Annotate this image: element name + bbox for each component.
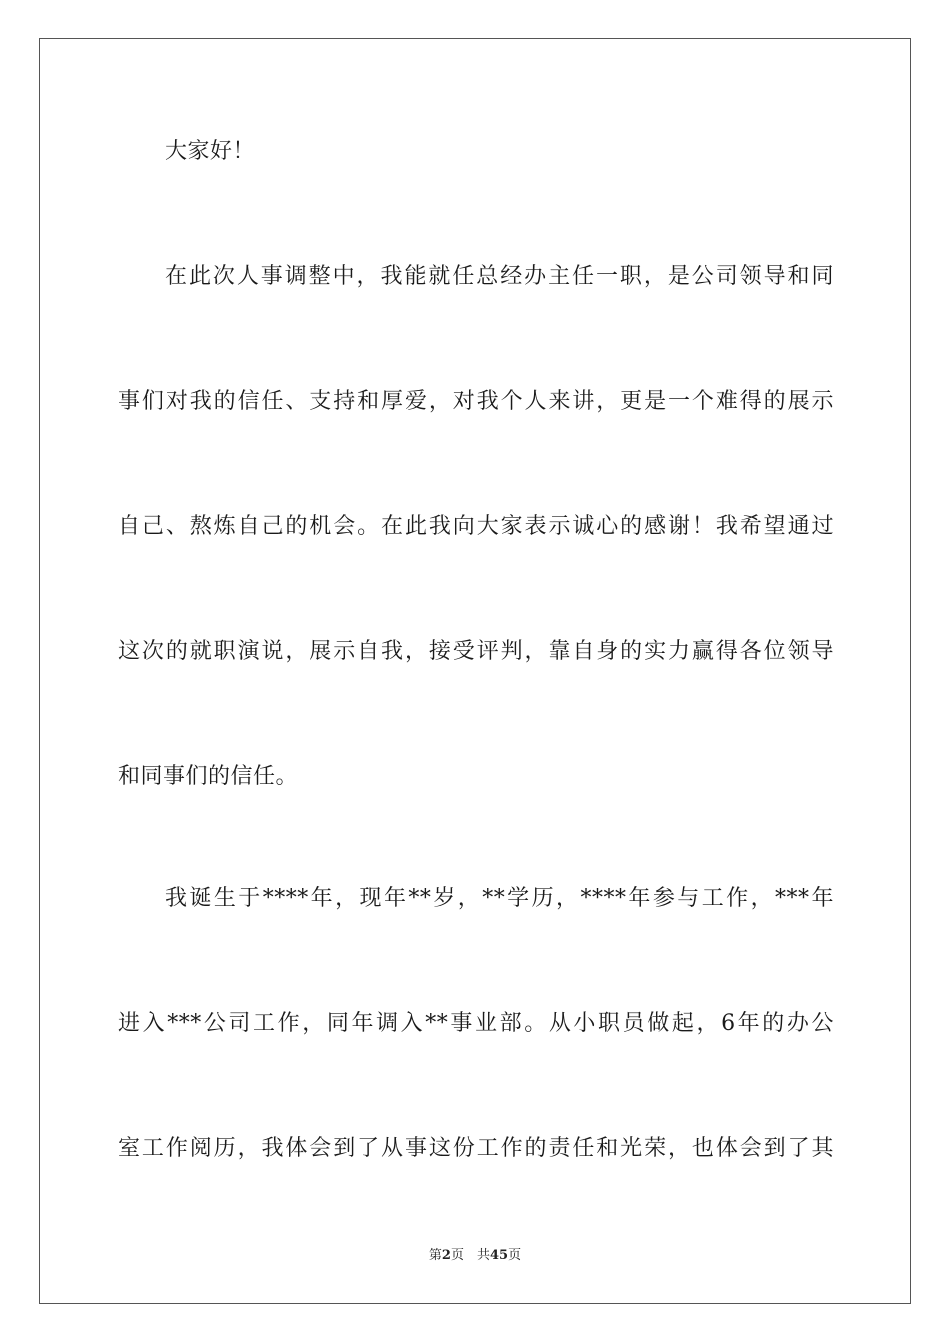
paragraph-line: 进入***公司工作，同年调入**事业部。从小职员做起，6年的办公 <box>118 1011 834 1036</box>
paragraph-line: 我诞生于****年，现年**岁，**学历，****年参与工作，***年 <box>165 886 834 911</box>
total-pages-number: 45 <box>489 1248 509 1263</box>
paragraph-line: 事们对我的信任、支持和厚爱，对我个人来讲，更是一个难得的展示 <box>118 389 834 414</box>
paragraph-line: 室工作阅历，我体会到了从事这份工作的责任和光荣，也体会到了其 <box>118 1136 834 1161</box>
paragraph-line: 和同事们的信任。 <box>118 764 299 789</box>
footer-suffix: 页 <box>508 1248 522 1263</box>
page-border <box>39 38 911 1304</box>
footer-prefix: 第 <box>428 1248 442 1263</box>
page-number-footer <box>0 1248 950 1264</box>
footer-mid: 页 共 <box>450 1248 490 1263</box>
paragraph-line: 这次的就职演说，展示自我，接受评判，靠自身的实力赢得各位领导 <box>118 639 834 664</box>
paragraph-line: 在此次人事调整中，我能就任总经办主任一职，是公司领导和同 <box>165 264 834 289</box>
current-page-number: 2 <box>441 1248 451 1263</box>
paragraph-line: 自己、熬炼自己的机会。在此我向大家表示诚心的感谢！我希望通过 <box>118 514 834 539</box>
greeting-line: 大家好！ <box>165 139 256 164</box>
